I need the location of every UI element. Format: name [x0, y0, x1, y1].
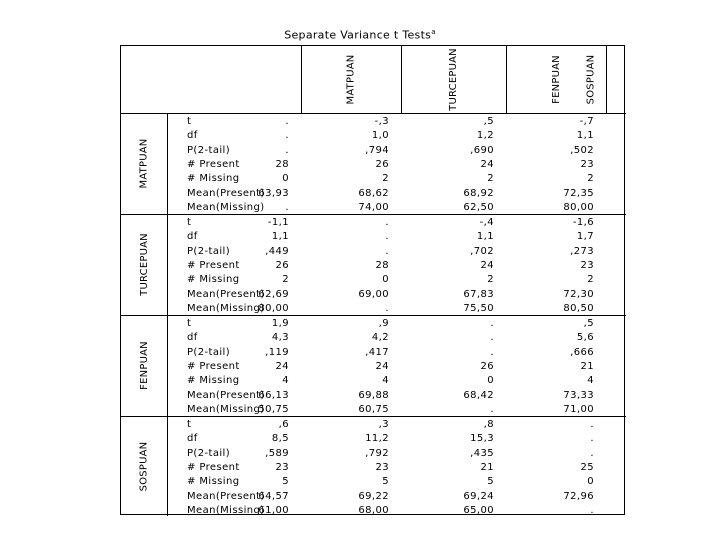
statistic-label: # Missing: [187, 173, 240, 185]
table-cell: .: [590, 433, 594, 445]
table-cell: 61,00: [258, 504, 289, 516]
statistic-label: t: [187, 116, 192, 127]
table-cell: .: [385, 245, 389, 257]
statistic-label: df: [187, 332, 198, 344]
statistic-label: df: [187, 231, 198, 243]
row-group-label-text: MATPUAN: [138, 138, 150, 189]
statistic-label: Mean(Missing): [187, 403, 265, 415]
table-cell: ,417: [365, 346, 389, 358]
table-cell: 26: [275, 259, 289, 271]
row-group-label: [121, 416, 167, 517]
column-header: [401, 46, 506, 113]
table-cell: ,690: [470, 144, 494, 156]
statistic-label: Mean(Present): [187, 187, 265, 199]
table-cell: 72,30: [563, 288, 594, 300]
statistic-label: # Missing: [187, 476, 240, 488]
table-cell: .: [590, 419, 594, 430]
column-header: [301, 46, 401, 113]
table-cell: ,119: [265, 346, 289, 358]
table-cell: 11,2: [365, 433, 389, 445]
separate-variance-table: [120, 45, 625, 515]
table-cell: -1,6: [572, 217, 594, 228]
table-cell: 5: [282, 476, 289, 488]
table-cell: 4: [282, 375, 289, 387]
table-cell: 2: [282, 274, 289, 286]
statistic-label: Mean(Present): [187, 490, 265, 502]
table-cell: 62,69: [258, 288, 289, 300]
table-cell: ,794: [365, 144, 389, 156]
statistic-label: Mean(Missing): [187, 302, 265, 314]
table-cell: 2: [487, 173, 494, 185]
table-cell: ,273: [570, 245, 594, 257]
statistic-label: Mean(Missing): [187, 201, 265, 213]
table-cell: 69,22: [358, 490, 389, 502]
table-cell: 5,6: [576, 332, 594, 344]
table-cell: 63,93: [258, 187, 289, 199]
table-cell: -,7: [579, 116, 594, 127]
table-cell: 74,00: [358, 201, 389, 213]
statistic-label: df: [187, 130, 198, 142]
table-cell: .: [285, 130, 289, 142]
table-cell: 26: [375, 158, 389, 170]
title-footnote-marker: a: [431, 28, 436, 36]
table-cell: .: [490, 332, 494, 344]
table-cell: ,449: [265, 245, 289, 257]
table-cell: 24: [275, 360, 289, 372]
table-cell: -,4: [479, 217, 494, 228]
table-cell: 21: [480, 461, 494, 473]
statistic-label: P(2-tail): [187, 144, 231, 156]
table-cell: 69,24: [463, 490, 494, 502]
statistic-label: # Missing: [187, 274, 240, 286]
column-header: [561, 46, 621, 113]
table-cell: 1,1: [576, 130, 594, 142]
table-cell: 15,3: [470, 433, 494, 445]
table-cell: ,792: [365, 447, 389, 459]
table-cell: 24: [480, 158, 494, 170]
table-cell: 80,00: [563, 201, 594, 213]
statistic-label: t: [187, 318, 192, 329]
table-cell: 2: [382, 173, 389, 185]
table-cell: 2: [587, 173, 594, 185]
row-group-label-text: SOSPUAN: [138, 441, 150, 492]
table-cell: .: [285, 201, 289, 213]
table-cell: 4: [587, 375, 594, 387]
table-cell: 69,00: [358, 288, 389, 300]
column-header-label: MATPUAN: [345, 54, 357, 105]
table-cell: .: [285, 144, 289, 156]
table-cell: 73,33: [563, 389, 594, 401]
table-cell: 67,83: [463, 288, 494, 300]
table-cell: 28: [375, 259, 389, 271]
table-cell: 0: [587, 476, 594, 488]
table-cell: ,435: [470, 447, 494, 459]
row-group-label: [121, 113, 167, 214]
column-header-label: SOSPUAN: [585, 54, 597, 105]
table-cell: ,3: [378, 419, 389, 430]
row-group-label-text: TURCEPUAN: [138, 233, 150, 296]
table-cell: ,502: [570, 144, 594, 156]
table-cell: 80,00: [258, 302, 289, 314]
statistic-label: # Present: [187, 360, 240, 372]
table-cell: 24: [375, 360, 389, 372]
table-cell: 68,92: [463, 187, 494, 199]
table-cell: 23: [580, 259, 594, 271]
table-cell: 5: [487, 476, 494, 488]
table-cell: 4,2: [371, 332, 389, 344]
table-cell: 75,50: [463, 302, 494, 314]
table-cell: .: [385, 217, 389, 228]
table-cell: 0: [282, 173, 289, 185]
table-cell: 60,75: [358, 403, 389, 415]
table-cell: 64,57: [258, 490, 289, 502]
row-group-label-text: FENPUAN: [138, 341, 150, 390]
row-group-label: [121, 315, 167, 416]
table-cell: ,666: [570, 346, 594, 358]
table-cell: 4: [382, 375, 389, 387]
table-cell: .: [490, 318, 494, 329]
table-cell: .: [385, 231, 389, 243]
table-cell: 66,13: [258, 389, 289, 401]
table-cell: 72,35: [563, 187, 594, 199]
table-cell: 8,5: [271, 433, 289, 445]
row-group-label: [121, 214, 167, 315]
table-cell: ,8: [483, 419, 494, 430]
header-divider: [121, 113, 626, 114]
table-cell: 1,7: [576, 231, 594, 243]
table-cell: 23: [275, 461, 289, 473]
table-cell: ,702: [470, 245, 494, 257]
table-cell: 0: [487, 375, 494, 387]
statistic-label: # Present: [187, 259, 240, 271]
statistic-label: # Missing: [187, 375, 240, 387]
table-cell: 71,00: [563, 403, 594, 415]
table-cell: 1,0: [371, 130, 389, 142]
statistic-label: P(2-tail): [187, 447, 231, 459]
statistic-label: # Present: [187, 461, 240, 473]
table-cell: 2: [487, 274, 494, 286]
table-cell: 5: [382, 476, 389, 488]
table-cell: ,5: [483, 116, 494, 127]
table-cell: ,9: [378, 318, 389, 329]
statistic-label: # Present: [187, 158, 240, 170]
table-cell: 68,42: [463, 389, 494, 401]
table-cell: ,5: [583, 318, 594, 329]
table-cell: 0: [382, 274, 389, 286]
table-cell: 23: [580, 158, 594, 170]
statistic-label: df: [187, 433, 198, 445]
table-cell: 2: [587, 274, 594, 286]
table-cell: .: [385, 302, 389, 314]
group-label-divider: [167, 113, 168, 516]
table-cell: 21: [580, 360, 594, 372]
statistic-label: Mean(Present): [187, 389, 265, 401]
table-cell: 4,3: [271, 332, 289, 344]
statistic-label: Mean(Present): [187, 288, 265, 300]
table-cell: 69,88: [358, 389, 389, 401]
table-title-text: Separate Variance t Tests: [284, 28, 432, 42]
table-cell: 28: [275, 158, 289, 170]
column-header-label: TURCEPUAN: [448, 48, 459, 111]
table-cell: 1,2: [476, 130, 494, 142]
table-cell: 25: [580, 461, 594, 473]
table-title: [0, 28, 720, 42]
statistic-label: P(2-tail): [187, 346, 231, 358]
table-cell: 65,00: [463, 504, 494, 516]
table-cell: 26: [480, 360, 494, 372]
column-header-label: FENPUAN: [550, 55, 562, 104]
table-cell: 80,50: [563, 302, 594, 314]
table-cell: 1,9: [271, 318, 289, 329]
table-cell: 62,50: [463, 201, 494, 213]
table-cell: .: [490, 346, 494, 358]
table-cell: 50,75: [258, 403, 289, 415]
table-cell: 24: [480, 259, 494, 271]
statistic-label: Mean(Missing): [187, 504, 265, 516]
table-cell: -1,1: [267, 217, 289, 228]
table-cell: .: [590, 504, 594, 516]
table-cell: 23: [375, 461, 389, 473]
statistic-label: P(2-tail): [187, 245, 231, 257]
table-cell: 68,00: [358, 504, 389, 516]
table-cell: .: [490, 403, 494, 415]
table-cell: 1,1: [271, 231, 289, 243]
statistic-label: t: [187, 419, 192, 430]
table-cell: .: [590, 447, 594, 459]
table-cell: 1,1: [476, 231, 494, 243]
table-cell: ,589: [265, 447, 289, 459]
table-cell: .: [285, 116, 289, 127]
table-cell: 72,96: [563, 490, 594, 502]
statistic-label: t: [187, 217, 192, 228]
table-cell: ,6: [278, 419, 289, 430]
table-cell: -,3: [374, 116, 389, 127]
table-cell: 68,62: [358, 187, 389, 199]
